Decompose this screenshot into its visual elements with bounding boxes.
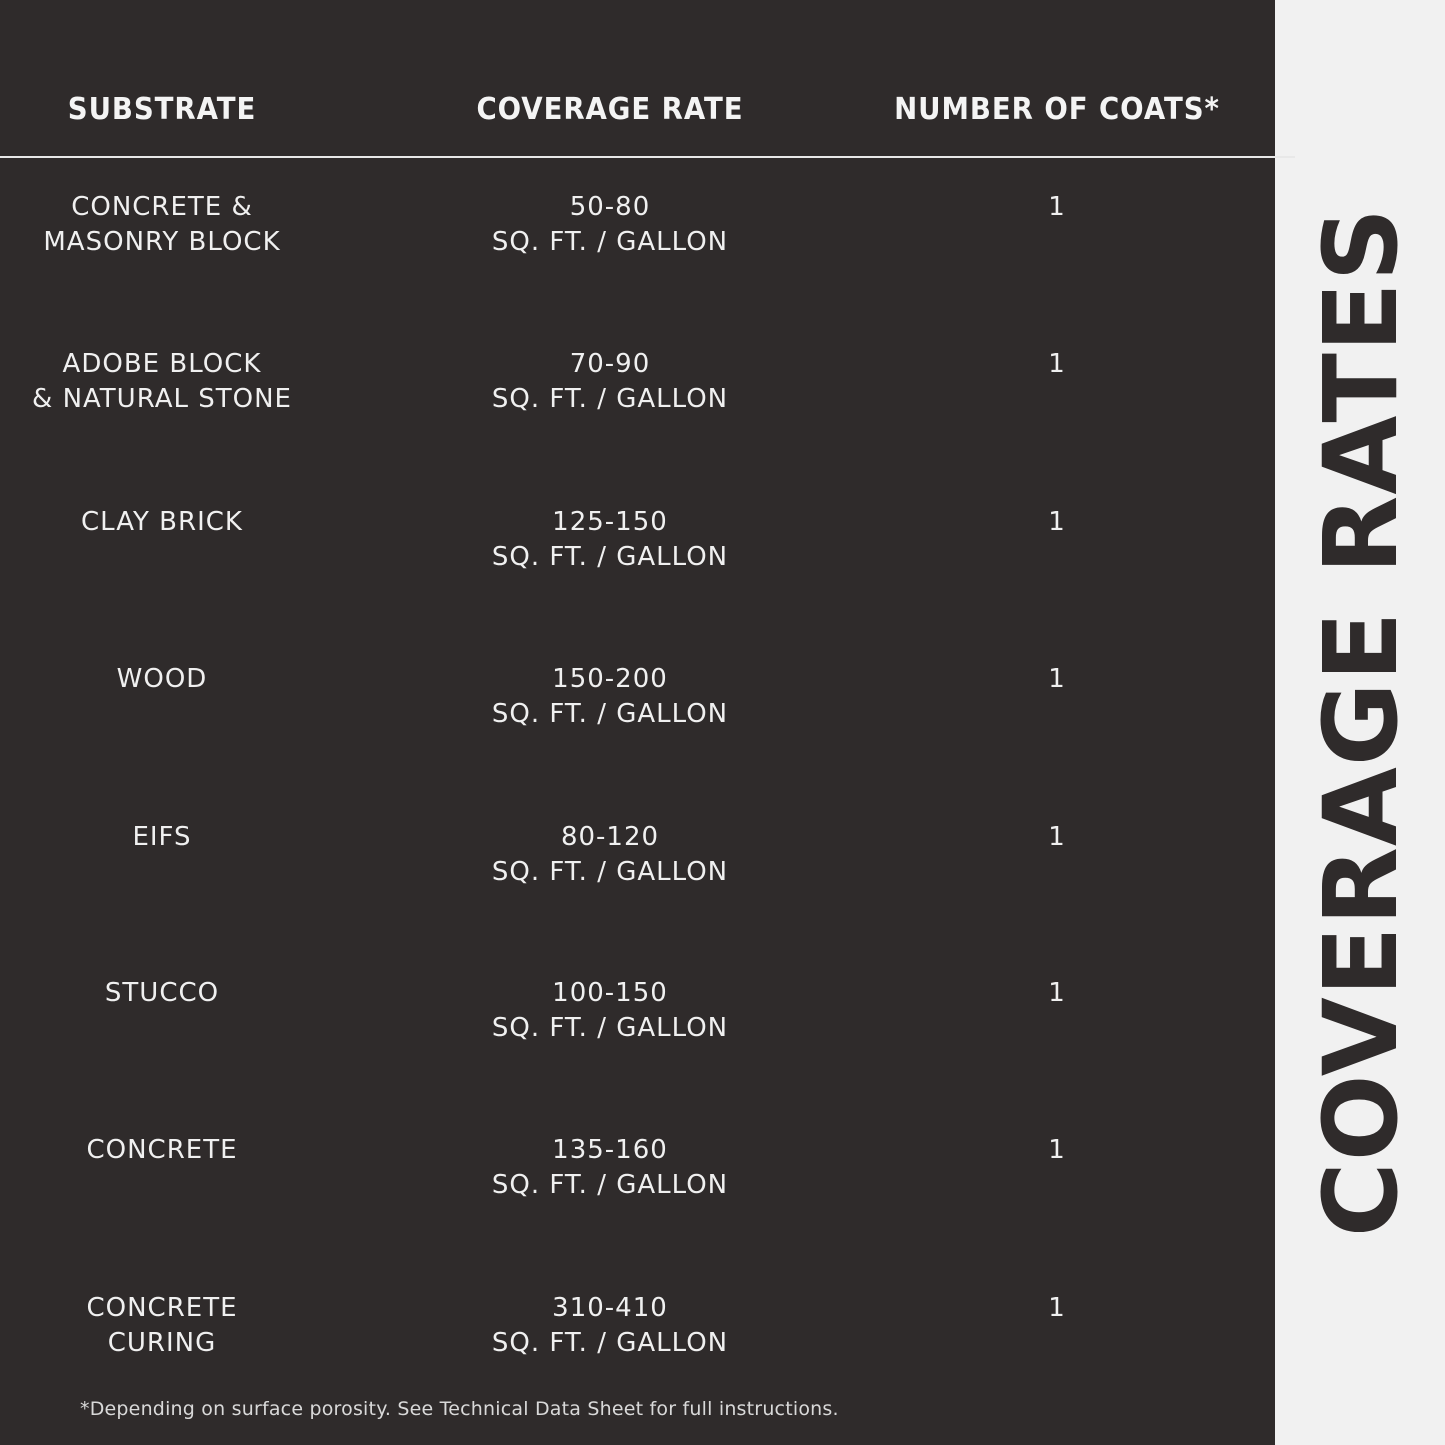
coats-cell: 1 [1048,822,1066,852]
table-row [0,976,1275,1066]
footnote: *Depending on surface porosity. See Technical Data Sheet for full instructions. [80,1398,839,1420]
coats-cell: 1 [1048,978,1066,1008]
coats-cell: 1 [1048,507,1066,537]
coverage-rate: 125-150 [552,507,668,537]
header-number-of-coats: NUMBER OF COATS* [894,92,1220,127]
substrate-line: & NATURAL STONE [32,384,292,414]
side-title: COVERAGE RATES [1302,206,1421,1238]
coverage-unit: SQ. FT. / GALLON [491,384,729,414]
coverage-rate: 150-200 [552,664,668,694]
table-row [0,347,1275,437]
substrate-cell [132,820,191,855]
substrate-cell [117,662,208,697]
coats-cell: 1 [1048,1135,1066,1165]
table-row [0,190,1275,280]
coverage-rate: 50-80 [569,192,651,222]
coverage-rate: 70-90 [569,349,651,379]
substrate-line: EIFS [132,822,192,852]
coverage-rate: 100-150 [552,978,668,1008]
coats-cell: 1 [1048,1293,1066,1323]
coverage-rate: 135-160 [552,1135,668,1165]
coverage-rate: 310-410 [552,1293,668,1323]
table-row [0,1133,1275,1223]
substrate-cell [81,505,243,540]
substrate-line: STUCCO [104,978,220,1008]
header-coverage-rate: COVERAGE RATE [476,92,744,127]
substrate-line: CONCRETE [86,1135,238,1165]
coverage-unit: SQ. FT. / GALLON [491,1328,729,1358]
coverage-rate: 80-120 [560,822,660,852]
header-divider [0,156,1295,158]
table-row [0,505,1275,595]
substrate-line: CLAY BRICK [81,507,243,537]
coverage-cell [492,820,728,890]
coverage-cell [492,662,728,732]
coverage-cell [492,347,728,417]
substrate-cell [86,1133,237,1168]
substrate-cell [32,347,292,417]
table-row [0,1291,1275,1381]
substrate-line: CURING [107,1328,217,1358]
coverage-unit: SQ. FT. / GALLON [491,1013,729,1043]
table-row [0,662,1275,752]
coats-cell: 1 [1048,192,1066,222]
substrate-line: CONCRETE & [71,192,253,222]
coverage-unit: SQ. FT. / GALLON [491,1170,729,1200]
coverage-cell [492,1133,728,1203]
substrate-line: WOOD [116,664,208,694]
coats-cell: 1 [1048,664,1066,694]
coverage-unit: SQ. FT. / GALLON [491,542,729,572]
substrate-cell [43,190,280,260]
substrate-line: CONCRETE [86,1293,238,1323]
substrate-line: MASONRY BLOCK [43,227,281,257]
coverage-cell [492,1291,728,1361]
coverage-unit: SQ. FT. / GALLON [491,227,729,257]
coverage-cell [492,190,728,260]
coverage-unit: SQ. FT. / GALLON [491,857,729,887]
header-substrate: SUBSTRATE [67,92,257,127]
substrate-line: ADOBE BLOCK [62,349,262,379]
substrate-cell [105,976,219,1011]
coverage-unit: SQ. FT. / GALLON [491,699,729,729]
coverage-cell [492,976,728,1046]
substrate-cell [86,1291,237,1361]
coverage-cell [492,505,728,575]
table-row [0,820,1275,910]
coats-cell: 1 [1048,349,1066,379]
